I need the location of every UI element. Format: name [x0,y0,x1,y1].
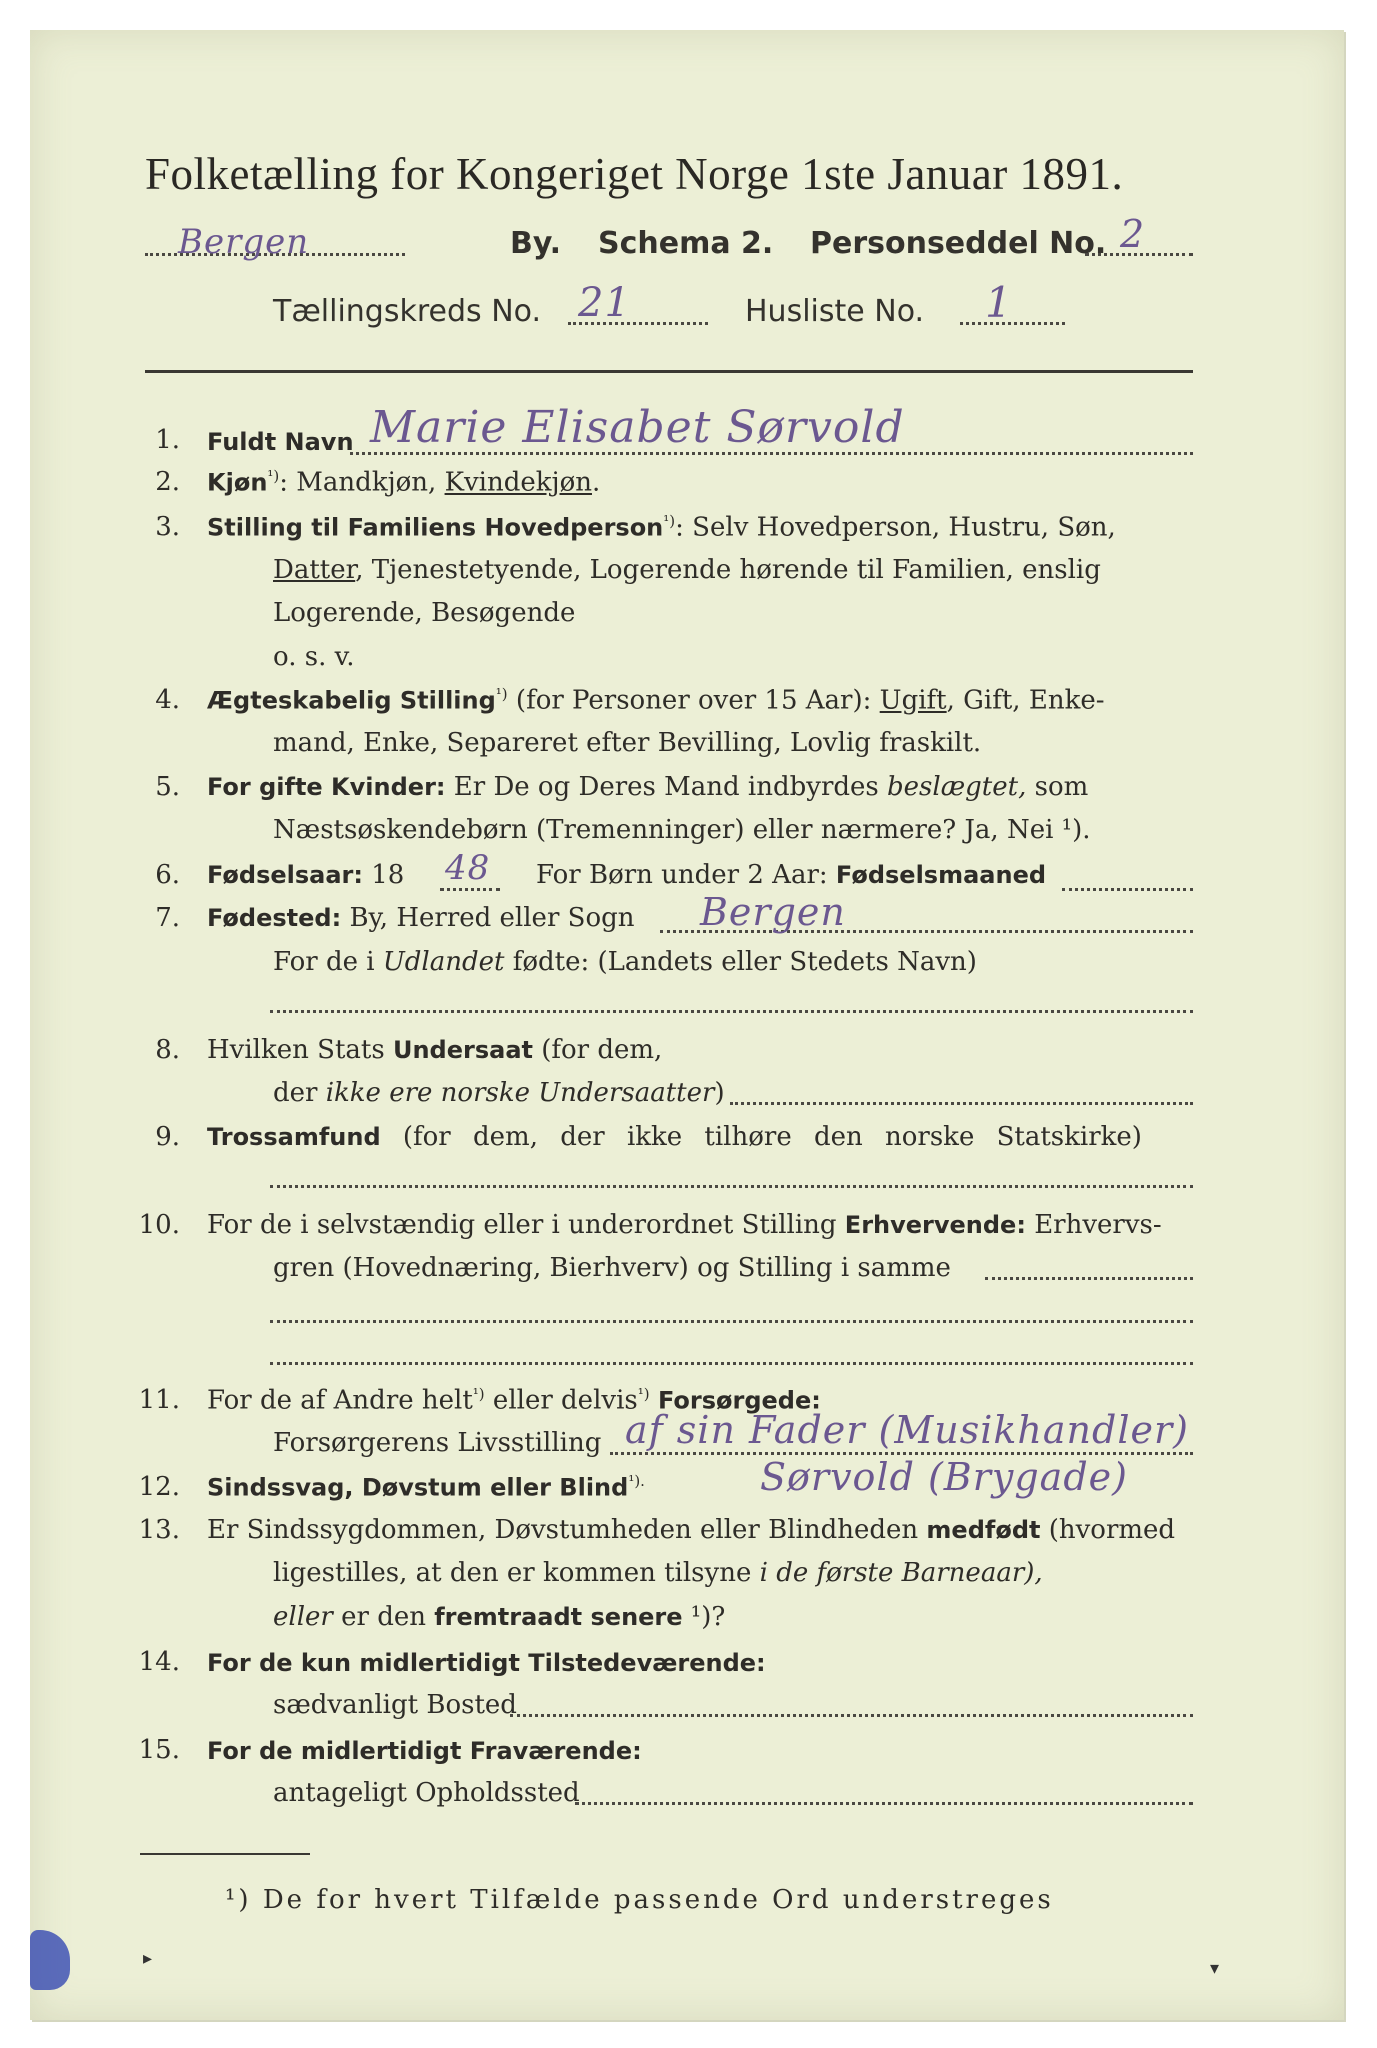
q12-line [207,1472,645,1503]
q10-line1 [207,1210,1162,1240]
footnote: ¹) De for hvert Tilfælde passende Ord understreges [225,1885,1054,1915]
q12-footnote-ref: ¹). [628,1472,645,1490]
q8-text-a: Hvilken Stats [207,1035,393,1065]
q9-rest: (for dem, der ikke tilhøre den norske Statskirke) [380,1122,1142,1152]
q7-answer-birthplace: Bergen [700,890,846,934]
q12-answer-handwritten: Sørvold (Brygade) [760,1455,1128,1499]
q8-dotted-line [730,1102,1193,1105]
q8-line2 [273,1078,725,1108]
husliste-label: Husliste No. [745,294,925,329]
q5-text-a: Er De og Deres Mand indbyrdes [445,772,888,802]
q5-number: 5. [155,772,180,802]
census-form-sheet [30,30,1344,2020]
q4-number: 4. [155,685,180,715]
q5-line2: Næstsøskendebørn (Tremenninger) eller nærmere? Ja, Nei ¹). [273,815,1091,845]
corner-mark-left: ▸ [143,1948,153,1969]
q12-number: 12. [138,1472,180,1502]
q3-line1 [207,512,1116,543]
q3-bold-label: Stilling til Familiens Hovedperson [207,513,664,542]
q8-bold: Undersaat [392,1036,533,1064]
personseddel-label: Personseddel No. [810,226,1107,261]
q5-italic: beslægtet, [887,772,1027,802]
q5-bold-label: For gifte Kvinder: [207,773,446,801]
q2-text [207,467,600,498]
q11-footnote-ref1: ¹) [472,1385,485,1403]
q9-blank-dotted-line [270,1185,1193,1188]
q11-bold: Forsørgede: [649,1386,821,1415]
footnote-divider [140,1853,310,1855]
q9-bold: Trossamfund [207,1123,381,1151]
q10-text-a: For de i selvstændig eller i underordnet Stilling [207,1210,845,1240]
q7-rest: By, Herred eller Sogn [341,903,635,933]
q2-options: : Mandkjøn, [279,467,445,498]
q10-text-b: Erhvervs- [1025,1210,1162,1240]
husliste-number: 1 [985,278,1013,327]
q1-label: Fuldt Navn [207,428,354,456]
q3-number: 3. [155,512,180,542]
q8-line2-a: der [273,1078,326,1108]
q13-line3-c: ¹)? [682,1602,726,1632]
q8-italic: ikke ere norske Undersaatter [325,1078,715,1108]
q6-bold-month: Fødselsmaaned [835,861,1047,889]
q7-line2 [273,947,977,977]
q6-mid-text: For Børn under 2 Aar: [536,860,836,890]
q5-text-b: som [1026,772,1089,802]
q11-text-a: For de af Andre helt [207,1385,473,1416]
kreds-number: 21 [578,280,631,326]
q3-selected-option: Datter [273,555,356,585]
q5-line1 [207,772,1088,802]
q10-dotted-line-1 [985,1277,1193,1280]
q6-month-dotted-line [1062,888,1193,891]
q11-line2: Forsørgerens Livsstilling [273,1428,602,1458]
q3-footnote-ref: ¹) [663,512,676,530]
q1-answer-name: Marie Elisabet Sørvold [370,402,905,453]
q13-bold2: fremtraadt senere [434,1603,683,1631]
form-title: Folketælling for Kongeriget Norge 1ste Januar 1891. [145,149,1124,199]
q13-line3-b: er den [332,1602,435,1632]
q3-line2 [273,555,1101,585]
q4-line2: mand, Enke, Separeret efter Bevilling, Lovlig fraskilt. [273,728,982,758]
q8-line1 [207,1035,662,1065]
corner-mark-right: ▾ [1210,1958,1220,1979]
q1-number: 1. [155,425,180,455]
personseddel-number: 2 [1120,212,1146,256]
q8-line2-b: ) [714,1078,725,1108]
kreds-label: Tællingskreds No. [273,294,541,329]
q10-dotted-line-2 [270,1320,1193,1323]
q6-bold-label: Fødselsaar: [207,861,363,889]
q13-line2 [273,1558,1043,1588]
q15-dotted-line [575,1802,1193,1805]
q11-footnote-ref2: ¹) [637,1385,650,1403]
q6-line [207,860,404,890]
q13-bold: medfødt [926,1516,1041,1544]
q7-line1 [207,903,635,933]
q15-number: 15. [138,1735,180,1765]
q4-selected-option: Ugift [879,685,947,716]
q6-number: 6. [155,860,180,890]
q14-dotted-line [510,1714,1193,1717]
q10-bold: Erhvervende: [844,1211,1026,1239]
q2-footnote-ref: ¹) [267,467,280,485]
q6-year-handwritten: 48 [445,848,491,888]
by-label: By. [510,226,562,261]
q7-number: 7. [155,903,180,933]
q3-line3: Logerende, Besøgende [273,598,576,628]
q10-dotted-line-3 [270,1362,1193,1365]
q15-line2: antageligt Opholdssted [273,1778,580,1808]
q13-line2-a: ligestilles, at den er kommen tilsyne [273,1558,760,1588]
q6-under2-text [536,860,1046,890]
q6-year-prefix: 18 [371,860,405,890]
q9-number: 9. [155,1122,180,1152]
q13-number: 13. [138,1515,180,1545]
q4-bold-label: Ægteskabelig Stilling [207,686,496,715]
schema-label: Schema 2. [598,226,774,261]
q10-number: 10. [138,1210,180,1240]
q2-bold-label: Kjøn [207,468,268,497]
q4-line1 [207,685,1105,716]
city-handwritten: Bergen [178,222,310,262]
q7-blank-dotted-line [270,1010,1193,1013]
q13-line3 [273,1602,725,1632]
q13-text-a: Er Sindssygdommen, Døvstumheden eller Blindheden [207,1515,927,1545]
q15-bold: For de midlertidigt Fraværende: [207,1737,642,1765]
q3-options-line1: : Selv Hovedperson, Hustru, Søn, [675,512,1116,543]
q11-text-b: eller delvis [484,1385,638,1416]
q7-italic: Udlandet [382,947,505,977]
q14-bold: For de kun midlertidigt Tilstedeværende: [207,1649,766,1677]
q11-answer-provider: af sin Fader (Musikhandler) [625,1408,1189,1452]
header-divider [145,370,1193,373]
q3-options-line2: , Tjenestetyende, Logerende hørende til Familien, enslig [355,555,1101,585]
q6-year-dotted-line [440,888,500,891]
q8-text-b: (for dem, [532,1035,663,1065]
q14-number: 14. [138,1647,180,1677]
q14-line2: sædvanligt Bosted [273,1690,517,1720]
q11-number: 11. [138,1385,180,1415]
q7-line2-b: fødte: (Landets eller Stedets Navn) [504,947,977,977]
q4-text-b: , Gift, Enke- [946,685,1105,716]
q9-line [207,1122,1142,1152]
q13-italic: i de første Barneaar), [759,1558,1043,1588]
q12-bold: Sindssvag, Døvstum eller Blind [207,1473,629,1502]
q4-footnote-ref: ¹) [495,685,508,703]
q2-end: . [591,467,601,498]
q7-bold-label: Fødested: [207,904,342,932]
q13-italic-eller: eller [273,1602,333,1632]
q2-selected-option: Kvindekjøn [444,467,592,498]
q3-line4: o. s. v. [273,642,355,672]
q10-line2: gren (Hovednæring, Bierhverv) og Stilling i samme [273,1253,951,1283]
q7-line2-a: For de i [273,947,383,977]
q4-text-a: (for Personer over 15 Aar): [507,685,880,716]
q2-number: 2. [155,467,180,497]
q13-text-b: (hvormed [1040,1515,1176,1545]
q8-number: 8. [155,1035,180,1065]
q13-line1 [207,1515,1175,1545]
